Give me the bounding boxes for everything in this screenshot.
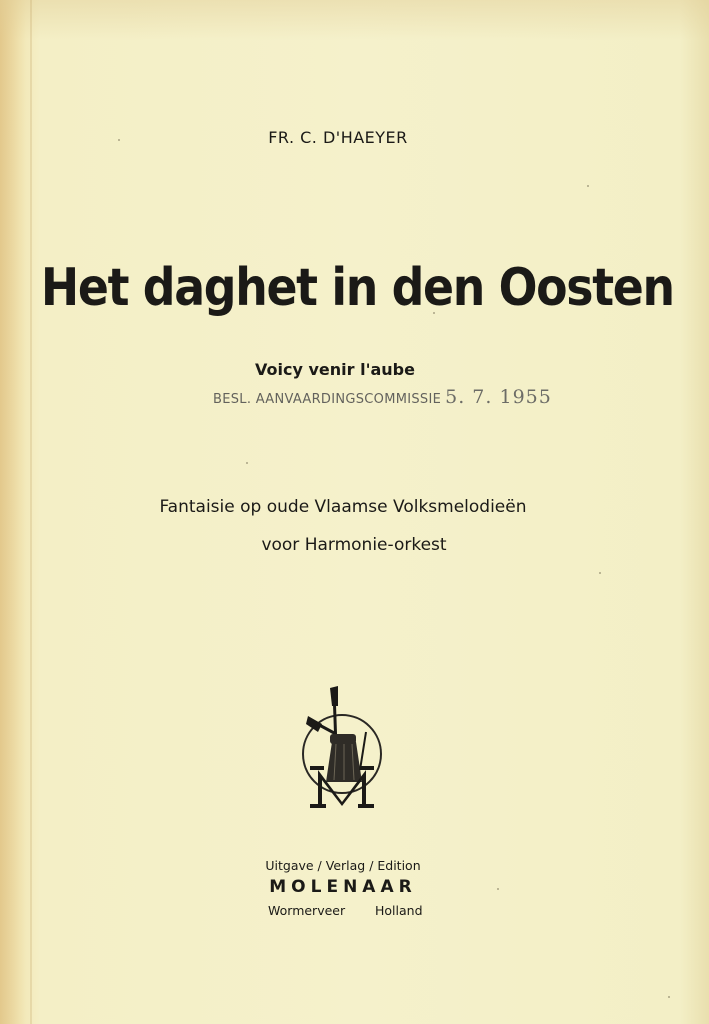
stamp-label: BESL. AANVAARDINGSCOMMISSIE	[213, 392, 442, 407]
windmill-m-logo-icon	[296, 686, 388, 810]
paper-speck	[587, 185, 589, 187]
paper-speck	[433, 312, 435, 314]
publisher-city: Wormerveer	[268, 903, 346, 918]
paper-speck	[118, 139, 120, 141]
stamp-date: 5. 7. 1955	[445, 386, 552, 408]
work-description-line2: voor Harmonie-orkest	[261, 535, 447, 555]
paper-speck	[497, 888, 499, 890]
composer-name: FR. C. D'HAEYER	[268, 128, 408, 147]
commission-stamp	[213, 386, 552, 408]
page-top-shadow	[0, 0, 709, 40]
work-description-line1: Fantaisie op oude Vlaamse Volksmelodieën	[159, 497, 527, 517]
paper-speck	[668, 996, 670, 998]
publisher-name: MOLENAAR	[269, 877, 417, 897]
publisher-country: Holland	[375, 903, 423, 918]
paper-speck	[246, 462, 248, 464]
paper-speck	[599, 572, 601, 574]
work-title: Het daghet in den Oosten	[40, 258, 674, 318]
publisher-edition-line: Uitgave / Verlag / Edition	[265, 858, 421, 873]
work-subtitle: Voicy venir l'aube	[255, 360, 415, 379]
